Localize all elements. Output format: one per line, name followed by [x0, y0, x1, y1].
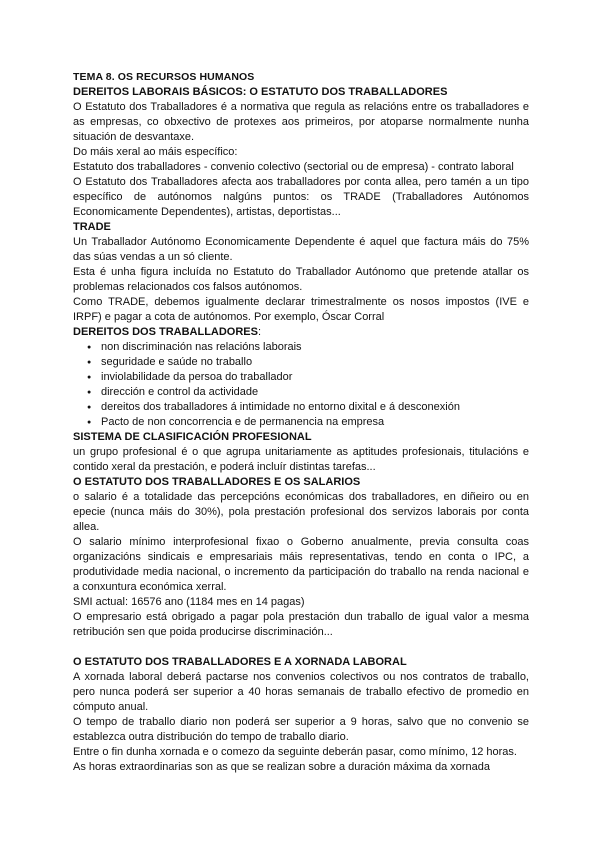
section-heading-classification: SISTEMA DE CLASIFICACIÓN PROFESIONAL	[73, 431, 312, 443]
section-heading-trade: TRADE	[73, 221, 111, 233]
paragraph: un grupo profesional é o que agrupa unitariamente as aptitudes profesionais, titulacións e contido xeral da prestación, e poderá incluír distintas tarefas...	[73, 446, 529, 473]
paragraph: Estatuto dos traballadores - convenio colectivo (sectorial ou de empresa) - contrato laboral	[73, 161, 514, 173]
section-heading-workers-rights	[73, 325, 529, 340]
list-item: ● seguridade e saúde no traballo	[87, 355, 529, 370]
blank-line	[73, 640, 529, 655]
paragraph: O Estatuto dos Traballadores afecta aos traballadores por conta allea, pero tamén a un tipo específico de autónomos nalgúns puntos: os TRADE (Traballadores Autónomos Economicamente Dependentes), artistas, deportistas...	[73, 176, 529, 218]
paragraph: Como TRADE, debemos igualmente declarar trimestralmente os nosos impostos (IVE e IRPF) e pagar a cota de autónomos. Por exemplo, Óscar Corral	[73, 296, 529, 323]
list-item: ● Pacto de non concorrencia e de permanencia na empresa	[87, 415, 529, 430]
heading-text: DEREITOS DOS TRABALLADORES	[73, 326, 258, 338]
paragraph: o salario é a totalidade das percepcións económicas dos traballadores, en diñeiro ou en epecie (nunca máis do 30%), pola prestación profesional dos servizos laborais por conta allea.	[73, 491, 529, 533]
section-heading-rights-basic: DEREITOS LABORAIS BÁSICOS: O ESTATUTO DOS TRABALLADORES	[73, 86, 448, 98]
paragraph: Un Traballador Autónomo Economicamente Dependente é aquel que factura máis do 75% das súas vendas a un só cliente.	[73, 236, 529, 263]
list-item: ● non discriminación nas relacións laborais	[87, 340, 529, 355]
paragraph: A xornada laboral deberá pactarse nos convenios colectivos ou nos contratos de traballo, pero nunca poderá ser superior a 40 horas semanais de traballo efectivo de promedio en cómputo anual.	[73, 671, 529, 713]
paragraph: SMI actual: 16576 ano (1184 mes en 14 pagas)	[73, 596, 305, 608]
section-heading-workday: O ESTATUTO DOS TRABALLADORES E A XORNADA LABORAL	[73, 656, 407, 668]
list-item: ● inviolabilidade da persoa do traballador	[87, 370, 529, 385]
paragraph: O empresario está obrigado a pagar pola prestación dun traballo de igual valor a mesma retribución sen que poida producirse discriminación...	[73, 611, 529, 638]
document-page	[73, 70, 529, 775]
paragraph: Do máis xeral ao máis específico:	[73, 146, 238, 158]
paragraph: O salario mínimo interprofesional fixao o Goberno anualmente, previa consulta coas organizacións sindicais e empresariais máis representativas, tendo en conta o IPC, a produtividade media nacional, o incremento da participación do traballo na renda nacional e a conxuntura económica xerral.	[73, 536, 529, 593]
page-title: TEMA 8. OS RECURSOS HUMANOS	[73, 71, 255, 83]
paragraph: O Estatuto dos Traballadores é a normativa que regula as relacións entre os traballadores e as empresas, co obxectivo de protexes aos primeiros, por atoparse normalmente nunha situación de desvantaxe.	[73, 101, 529, 143]
heading-colon: :	[257, 326, 262, 338]
paragraph: O tempo de traballo diario non poderá ser superior a 9 horas, salvo que no convenio se establezca outra distribución do tempo de traballo diario.	[73, 716, 529, 743]
paragraph: As horas extraordinarias son as que se realizan sobre a duración máxima da xornada	[73, 761, 491, 773]
paragraph: Esta é unha figura incluída no Estatuto do Traballador Autónomo que pretende atallar os problemas relacionados cos falsos autónomos.	[73, 266, 529, 293]
section-heading-salaries: O ESTATUTO DOS TRABALLADORES E OS SALARIOS	[73, 476, 361, 488]
list-item: ● dereitos dos traballadores á intimidade no entorno dixital e á desconexión	[87, 400, 529, 415]
paragraph: Entre o fin dunha xornada e o comezo da seguinte deberán pasar, como mínimo, 12 horas.	[73, 746, 517, 758]
rights-list	[73, 340, 529, 430]
list-item: ● dirección e control da actividade	[87, 385, 529, 400]
